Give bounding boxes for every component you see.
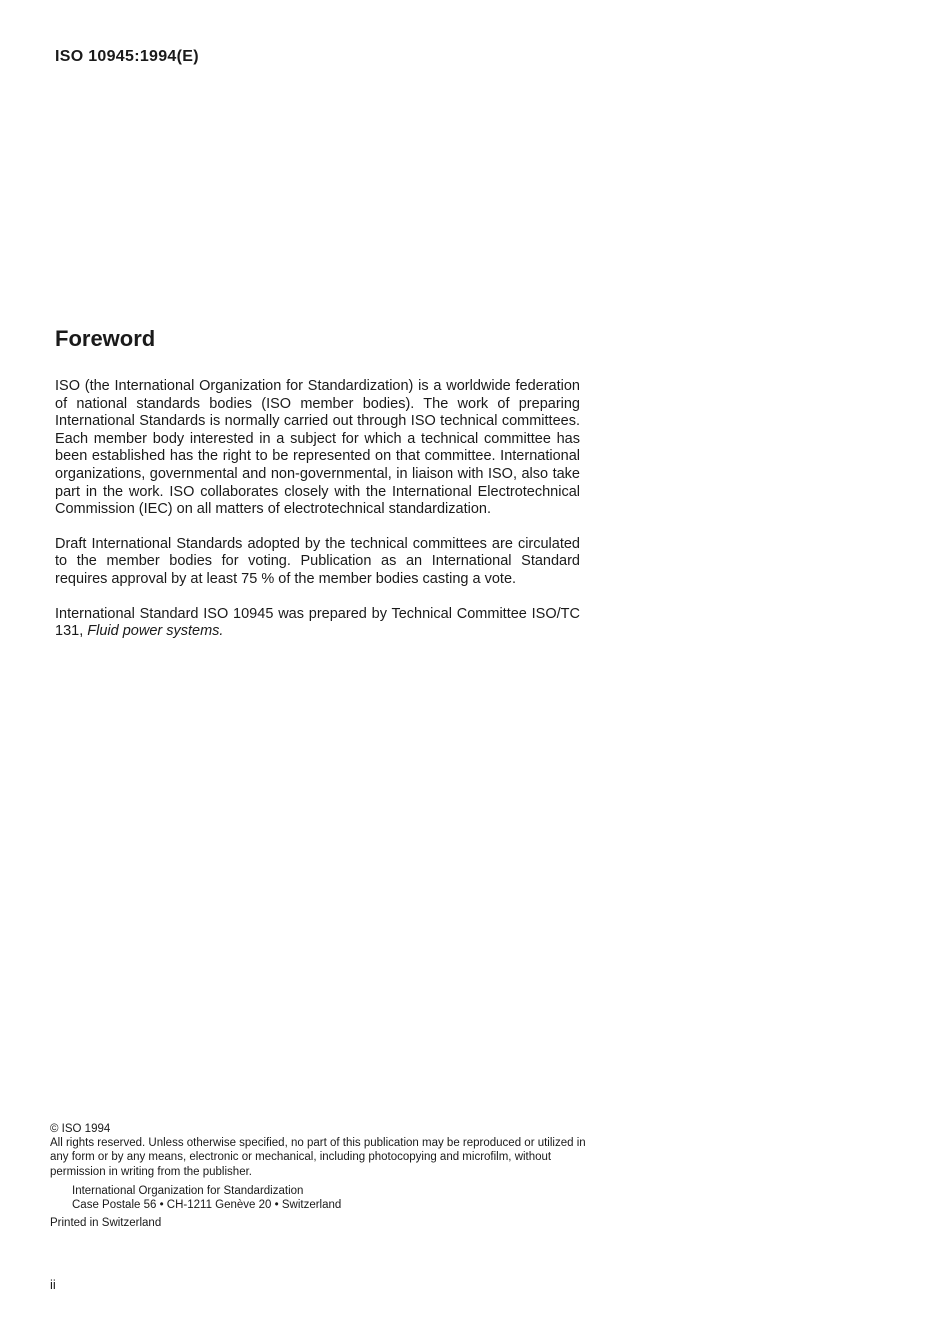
document-id: ISO 10945:1994(E) — [55, 48, 199, 65]
org-name: International Organization for Standardization — [72, 1184, 304, 1197]
paragraph-1: ISO (the International Organization for Standardization) is a worldwide federation of national standards bodies (ISO member bodies). The work of preparing International Standards is normally carried out through ISO technical committees. Each member body interested in a subject for which a technical committee has been established has the right to be represented on that committee. International organizations, governmental and non-governmental, in liaison with ISO, also take part in the work. ISO collaborates closely with the International Electrotechnical Commission (IEC) on all matters of electrotechnical standardization. — [55, 378, 580, 518]
paragraph-3-text: International Standard ISO 10945 was prepared by Technical Committee ISO/TC 131, — [55, 605, 580, 640]
section-title: Foreword — [55, 326, 156, 351]
paragraph-3 — [55, 606, 580, 641]
copyright-notice — [50, 1122, 590, 1230]
publisher-address — [72, 1184, 590, 1212]
org-address: Case Postale 56 • CH-1211 Genève 20 • Switzerland — [72, 1199, 342, 1212]
rights-statement: All rights reserved. Unless otherwise specified, no part of this publication may be reproduced or utilized in any form or by any means, electronic or mechanical, including photocopying and microfilm, without permission in writing from the publisher. — [50, 1137, 586, 1178]
committee-name: Fluid power systems. — [87, 623, 224, 640]
paragraph-2: Draft International Standards adopted by the technical committees are circulated to the member bodies for voting. Publication as an International Standard requires approval by at least 75 % of the member bodies casting a vote. — [55, 535, 580, 587]
copyright-line: © ISO 1994 — [50, 1123, 111, 1135]
printed-in: Printed in Switzerland — [50, 1217, 162, 1230]
page-number: ii — [50, 1277, 56, 1292]
foreword-body — [55, 378, 580, 641]
